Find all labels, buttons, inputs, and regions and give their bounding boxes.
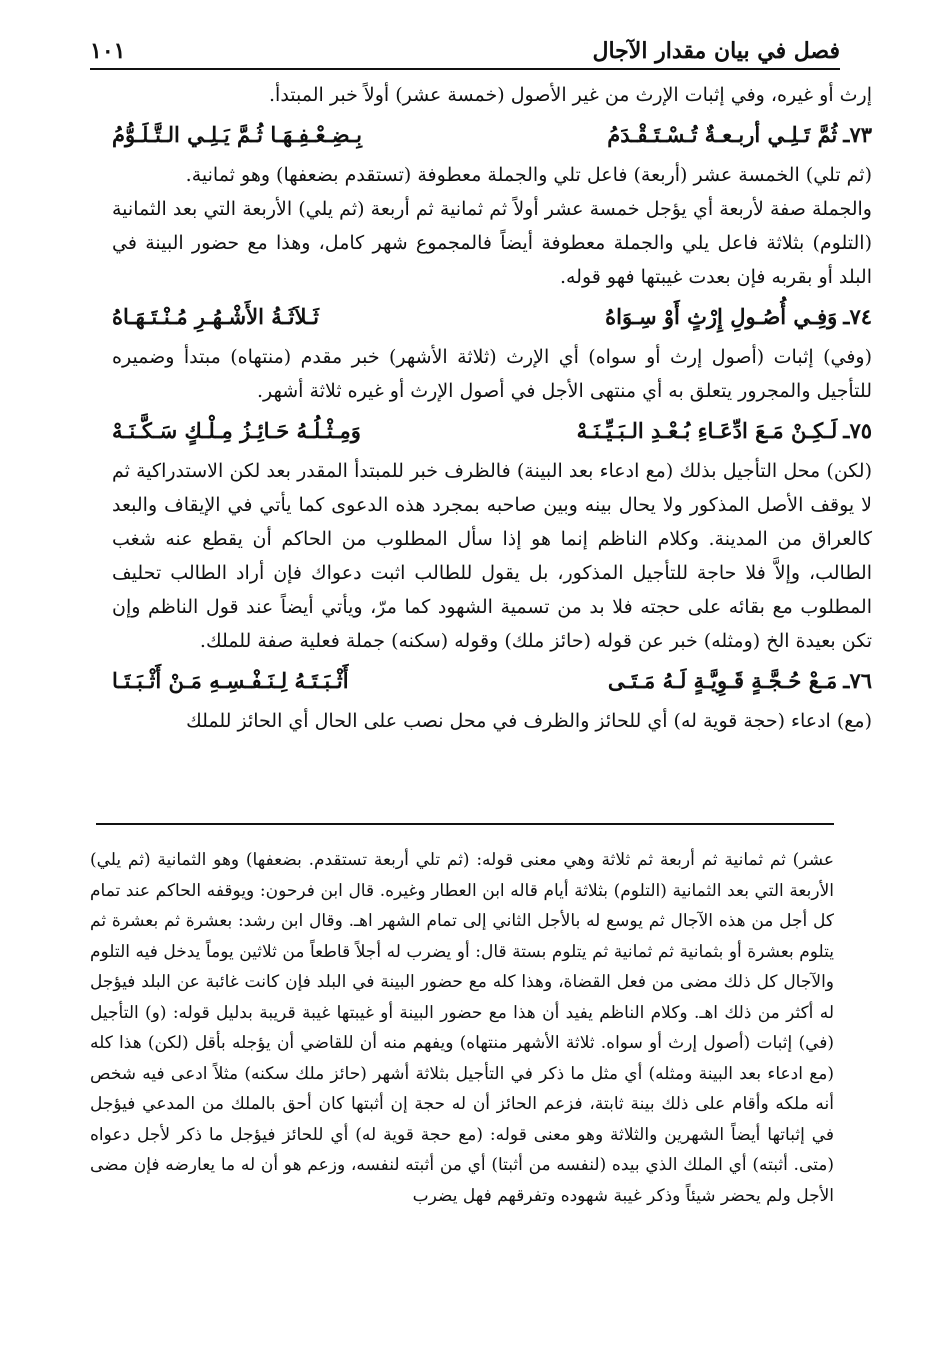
verse-number: ٧٤ـ — [843, 304, 872, 329]
page-number: ١٠١ — [90, 38, 126, 64]
paragraph: (ثم تلي) الخمسة عشر (أربعة) فاعل تلي والجملة معطوفة (تستقدم بضعفها) وهو ثمانية. — [185, 164, 872, 186]
verse-number: ٧٦ـ — [843, 668, 872, 693]
paragraph: (وفي) إثبات (أصول إرث أو سواه) أي الإرث (ثلاثة الأشهر) خبر مقدم (منتهاه) مبتدأ وضميره للتأجيل والمجرور يتعلق به أي منتهى الأجل في أصول الإرث أو غيره ثلاثة أشهر. — [112, 346, 872, 402]
verse-second-hemistich: ثَـلاَثَـةُ الأَشْـهُـرِ مُـنْـتَـهَـاهُ — [112, 304, 319, 329]
verse-number: ٧٥ـ — [843, 418, 872, 443]
paragraph: إرث أو غيره، وفي إثبات الإرث من غير الأصول (خمسة عشر) أولاً خبر المبتدأ. — [269, 84, 872, 106]
verse-second-hemistich: بِـضِـعْـفِـهَـا ثُـمَّ يَـلِـي الـتَّـلَـوُّمُ — [112, 122, 362, 147]
main-text — [112, 78, 872, 738]
verse-first-hemistich: وَفِـي أُصُـولِ إِرْثٍ أَوْ سِـوَاهُ — [605, 304, 838, 329]
paragraph: (لكن) محل التأجيل بذلك (مع ادعاء بعد البينة) فالظرف خبر للمبتدأ المقدر بعد لكن الاستدراكية ثم لا يوقف الأصل المذكور ولا يحال بينه وبين صاحبه بمجرد هذه الدعوى كما يأتي في الإيقاف والبعد كالعراق من المدينة. وكلام الناظم إنما هو إذا سأل المطلوب من الحاكم أن يقطع عنه شغب الطالب، وإلاَّ فلا حاجة للتأجيل المذكور، بل يقول للطالب اثبت دعواك فإن أراد الطالب تحليف المطلوب مع بقائه على حجته فلا بد من تسمية الشهود كما مرّ، ويأتي أيضاً عند قول الناظم وإن تكن بعيدة الخ (ومثله) خبر عن قوله (حائز ملك) وقوله (سكنه) جملة فعلية صفة للملك. — [112, 460, 872, 652]
verse-first-hemistich: لَـكِـنْ مَـعَ ادِّعَـاءِ بُـعْـدِ الـبَـيِّـنَـهْ — [576, 418, 838, 443]
verse-75 — [112, 410, 872, 452]
verse-number: ٧٣ـ — [843, 122, 872, 147]
verse-second-hemistich: وَمِـثْـلُـهُ حَـائِـزُ مِـلْـكٍ سَـكَّـنَـهْ — [112, 418, 361, 443]
verse-second-hemistich: أَثْـبَـتَـهُ لِـنَـفْـسِـهِ مَـنْ أَثْـبَـتَـا — [112, 668, 349, 693]
footnotes — [90, 845, 834, 1211]
page-header — [90, 24, 840, 70]
paragraph: والجملة صفة لأربعة أي يؤجل خمسة عشر أولاً ثم ثمانية ثم أربعة (ثم يلي) الأربعة التي بعد الثمانية (التلوم) بثلاثة فاعل يلي والجملة معطوفة أيضاً فالمجموع شهر كامل، وهذا مع حضور البينة في البلد أو بقربه فإن بعدت غيبتها فهو قوله. — [112, 198, 872, 288]
verse-76 — [112, 660, 872, 702]
verse-first-hemistich: مَـعْ حُـجَّـةٍ قَـوِيَّـةٍ لَـهُ مَـتَـى — [607, 668, 838, 693]
verse-74 — [112, 296, 872, 338]
footnote-text: عشر) ثم ثمانية ثم أربعة ثم ثلاثة وهي معنى قوله: (ثم تلي أربعة تستقدم. بضعفها) وهو الثمانية (ثم يلي) الأربعة التي بعد الثمانية (التلوم) بثلاثة أيام قاله ابن العطار وغيره. قال ابن فرحون: ويوقفه الحاكم عند تمام كل أجل من هذه الآجال ثم يوسع له بالأجل الثاني إلى تمام الشهر اهـ. وقال ابن رشد: بعشرة ثم بعشرة ثم يتلوم بعشرة أو بثمانية ثم ثمانية ثم يتلوم بستة قال: أو يضرب له أجلاً قاطعاً من ثلاثين يوماً يدخل فيه التلوم والآجال كل ذلك مضى من فعل القضاة، وهذا كله مع حضور البينة في البلد فإن كانت غائبة عن البلد فيؤجل له أكثر من ذلك اهـ. وكلام الناظم يفيد أن هذا مع حضور البينة أو غيبتها غيبة قريبة بدليل قوله: (و) التأجيل (في) إثبات (أصول إرث أو سواه. ثلاثة الأشهر منتهاه) ويفهم منه أن للقاضي أن يؤجله بأقل (لكن) هذا كله (مع ادعاء بعد البينة ومثله) أي مثل ما ذكر في التأجيل بثلاثة أشهر (حائز ملك سكنه) مثلاً ادعى فيه شخص أنه ملكه وأقام على ذلك بينة ثابتة، فزعم الحائز أن له حجة إن أثبتها كان أحق بالملك من المدعي فيؤجل في إثباتها أيضاً الشهرين والثلاثة وهو معنى قوله: (مع حجة قوية له) أي للحائز فيؤجل ما ذكر لأجل دعواه (متى. أثبته) أي الملك الذي بيده (لنفسه من أثبتا) أي من أثبته لنفسه، وزعم هو أن له ما يعارضه فإن مضى الأجل ولم يحضر شيئاً وذكر غيبة شهوده وتفرقهم فهل يضرب — [90, 850, 835, 1206]
verse-first-hemistich: ثُمَّ تَـلِـي أربـعـةٌ تُـسْـتَـقْـدَمُ — [607, 122, 838, 147]
verse-73 — [112, 114, 872, 156]
chapter-title: فصل في بيان مقدار الآجال — [592, 38, 840, 64]
footnote-divider — [96, 823, 834, 825]
paragraph: (مع) ادعاء (حجة قوية له) أي للحائز والظرف في محل نصب على الحال أي الحائز للملك — [186, 710, 872, 732]
